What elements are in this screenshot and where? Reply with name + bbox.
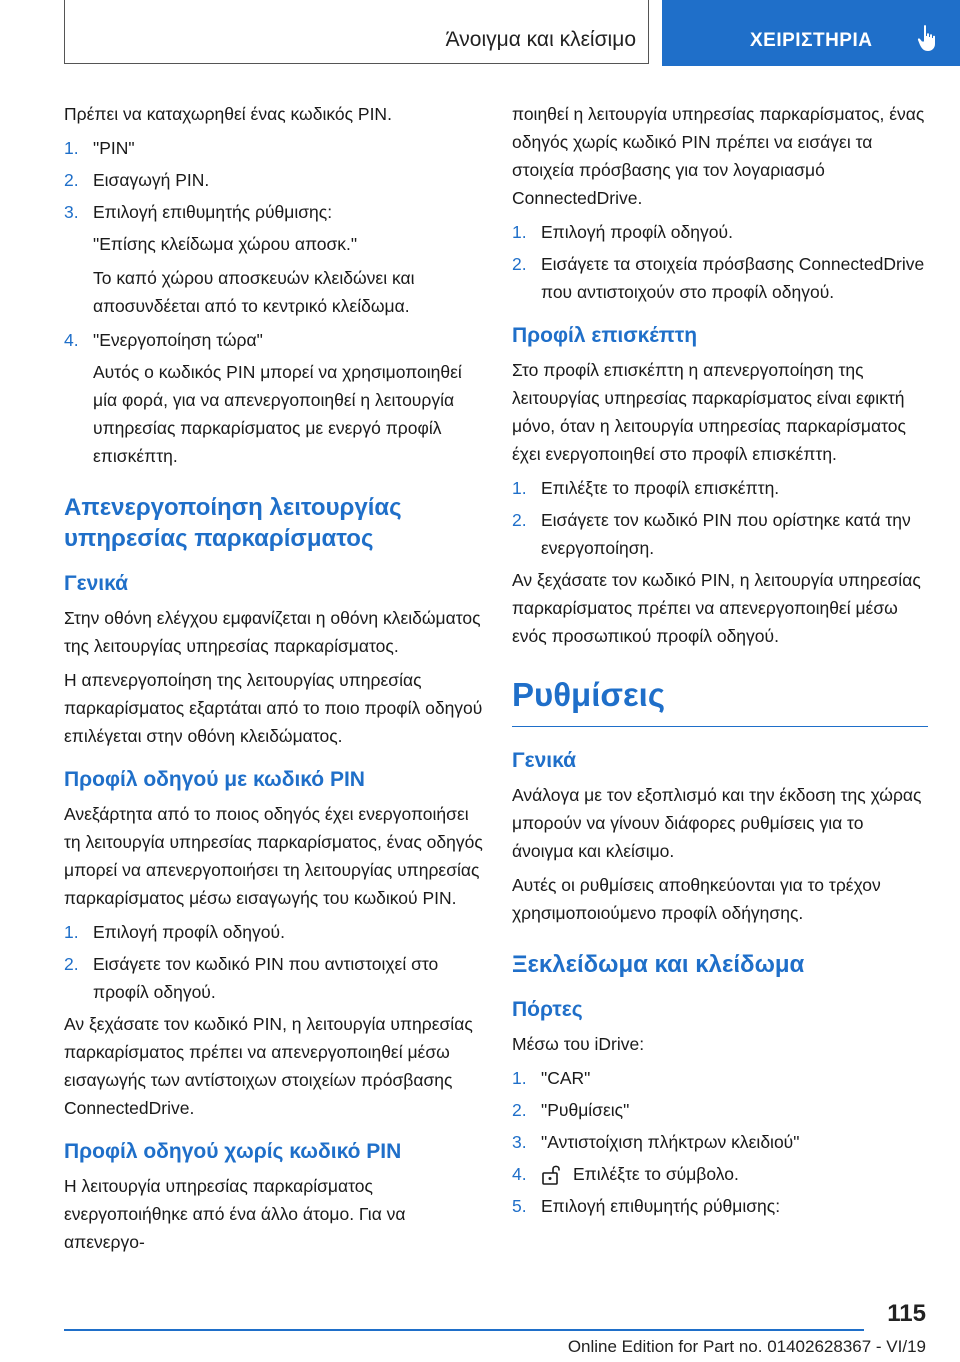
list-number: 2. (512, 510, 527, 530)
list-item (512, 474, 928, 502)
paragraph: Η απενεργοποίηση της λειτουργίας υπηρεσίας παρκαρίσματος εξαρτάται από το ποιο προφίλ οδηγού επιλέγεται στην οθόνη κλειδώματος. (64, 670, 483, 746)
list-text: Εισάγετε τα στοιχεία πρόσβασης ConnectedDrive που αντιστοιχούν στο προφίλ οδηγού. (541, 254, 925, 302)
list-item (512, 1064, 928, 1092)
heading-general: Γενικά (64, 572, 129, 595)
paragraph: ποιηθεί η λειτουργία υπηρεσίας παρκαρίσματος, ένας οδηγός χωρίς κωδικό PIN πρέπει να εισάγει τα στοιχεία πρόσβασης για τον λογαριασμό ConnectedDrive. (512, 104, 925, 208)
header-section-box (64, 0, 649, 64)
list-text: "Ρυθμίσεις" (541, 1100, 630, 1120)
list-number: 5. (512, 1196, 527, 1216)
list-text: Επιλέξτε το προφίλ επισκέπτη. (541, 478, 780, 498)
list-text: "Αντιστοίχιση πλήκτρων κλειδιού" (541, 1132, 800, 1152)
chapter-tab[interactable] (662, 0, 960, 66)
list-item (512, 506, 928, 562)
heading-general: Γενικά (512, 749, 577, 772)
paragraph: Ανεξάρτητα από το ποιος οδηγός έχει ενεργοποιήσει τη λειτουργία υπηρεσίας παρκαρίσματος, ένας οδηγός μπορεί να απενεργοποιήσει τη λειτουργίας υπηρεσίας παρκαρίσματος μέσω εισαγωγής του κωδικού PIN. (64, 804, 483, 908)
paragraph: Αυτές οι ρυθμίσεις αποθηκεύονται για το τρέχον χρησιμοποιούμενο προφίλ οδήγησης. (512, 875, 881, 923)
list-item (64, 326, 484, 354)
heading-deactivate-valet: Απενεργοποίηση λειτουργίας υπηρεσίας παρκαρίσματος (64, 494, 402, 552)
list-number: 4. (64, 330, 79, 350)
list-number: 2. (512, 254, 527, 274)
heading-profile-with-pin: Προφίλ οδηγού με κωδικό PIN (64, 768, 365, 791)
list-item (64, 918, 484, 946)
list-text: Επιλογή επιθυμητής ρύθμισης: (93, 202, 333, 222)
list-number: 1. (512, 222, 527, 242)
list-item (512, 250, 928, 306)
list-sub-text: Το καπό χώρου αποσκευών κλειδώνει και αποσυνδέεται από το κεντρικό κλείδωμα. (93, 268, 415, 316)
list-number: 1. (512, 1068, 527, 1088)
list-text: "PIN" (93, 138, 135, 158)
chapter-tab-label: ΧΕΙΡΙΣΤΗΡΙΑ (750, 30, 873, 51)
heading-unlock-lock: Ξεκλείδωμα και κλείδωμα (512, 951, 805, 978)
list-text: "CAR" (541, 1068, 591, 1088)
list-text: "Ενεργοποίηση τώρα" (93, 330, 263, 350)
paragraph: Ανάλογα με τον εξοπλισμό και την έκδοση της χώρας μπορούν να γίνουν διάφορες ρυθμίσεις για το άνοιγμα και κλείσιμο. (512, 785, 922, 861)
list-text: Εισαγωγή PIN. (93, 170, 210, 190)
paragraph: Αν ξεχάσατε τον κωδικό PIN, η λειτουργία υπηρεσίας παρκαρίσματος πρέπει να απενεργοποιηθεί μέσω εισαγωγής των αντίστοιχων στοιχείων πρόσβασης ConnectedDrive. (64, 1014, 473, 1118)
paragraph: Στο προφίλ επισκέπτη η απενεργοποίηση της λειτουργίας υπηρεσίας παρκαρίσματος είναι εφικτή μόνο, όταν η λειτουργία υπηρεσίας παρκαρίσματος έχει ενεργοποιηθεί στο προφίλ επισκέπτη. (512, 360, 906, 464)
list-item (64, 950, 484, 1006)
paragraph: Μέσω του iDrive: (512, 1034, 645, 1054)
list-text: Επιλογή επιθυμητής ρύθμισης: (541, 1196, 781, 1216)
heading-profile-without-pin: Προφίλ οδηγού χωρίς κωδικό PIN (64, 1140, 402, 1163)
list-number: 2. (512, 1100, 527, 1120)
list-number: 3. (512, 1132, 527, 1152)
footer-divider (64, 1329, 864, 1331)
list-text: Εισάγετε τον κωδικό PIN που αντιστοιχεί στο προφίλ οδηγού. (93, 954, 439, 1002)
heading-guest-profile: Προφίλ επισκέπτη (512, 324, 698, 347)
paragraph: Αν ξεχάσατε τον κωδικό PIN, η λειτουργία υπηρεσίας παρκαρίσματος πρέπει να απενεργοποιηθεί μέσω ενός προσωπικού προφίλ οδηγού. (512, 570, 921, 646)
list-number: 1. (512, 478, 527, 498)
paragraph: Η λειτουργία υπηρεσίας παρκαρίσματος ενεργοποιήθηκε από ένα άλλο άτομο. Για να απενεργο- (64, 1176, 406, 1252)
left-column (64, 100, 484, 1262)
list-item (64, 166, 484, 194)
footer-edition: Online Edition for Part no. 01402628367 - VI/19 (567, 1337, 926, 1356)
list-sub-text: Αυτός ο κωδικός PIN μπορεί να χρησιμοποιηθεί μία φορά, για να απενεργοποιηθεί η λειτουργία υπηρεσίας παρκαρίσματος με ενεργό προφίλ επισκέπτη. (93, 362, 462, 466)
list-item (512, 1160, 928, 1188)
heading-settings: Ρυθμίσεις (512, 674, 928, 727)
list-number: 4. (512, 1164, 527, 1184)
list-text: Επιλογή προφίλ οδηγού. (541, 222, 733, 242)
list-item (64, 134, 484, 162)
hand-pointer-icon (917, 24, 939, 52)
list-number: 2. (64, 170, 79, 190)
list-sub-text: "Επίσης κλείδωμα χώρου αποσκ." (93, 234, 358, 254)
page-number: 115 (887, 1300, 926, 1327)
unlock-icon (541, 1163, 561, 1185)
list-item (512, 1192, 928, 1220)
list-item (512, 1096, 928, 1124)
list-number: 3. (64, 202, 79, 222)
list-number: 2. (64, 954, 79, 974)
list-item (512, 1128, 928, 1156)
paragraph: Στην οθόνη ελέγχου εμφανίζεται η οθόνη κλειδώματος της λειτουργίας υπηρεσίας παρκαρίσματος. (64, 608, 481, 656)
list-number: 1. (64, 138, 79, 158)
intro-paragraph: Πρέπει να καταχωρηθεί ένας κωδικός PIN. (64, 104, 392, 124)
list-item (512, 218, 928, 246)
list-item (64, 198, 484, 226)
list-number: 1. (64, 922, 79, 942)
list-text: Εισάγετε τον κωδικό PIN που ορίστηκε κατά την ενεργοποίηση. (541, 510, 911, 558)
section-title: Άνοιγμα και κλείσιμο (445, 28, 636, 51)
list-text: Επιλέξτε το σύμβολο. (573, 1164, 739, 1184)
right-column (512, 100, 928, 1224)
heading-doors: Πόρτες (512, 998, 583, 1021)
list-text: Επιλογή προφίλ οδηγού. (93, 922, 285, 942)
